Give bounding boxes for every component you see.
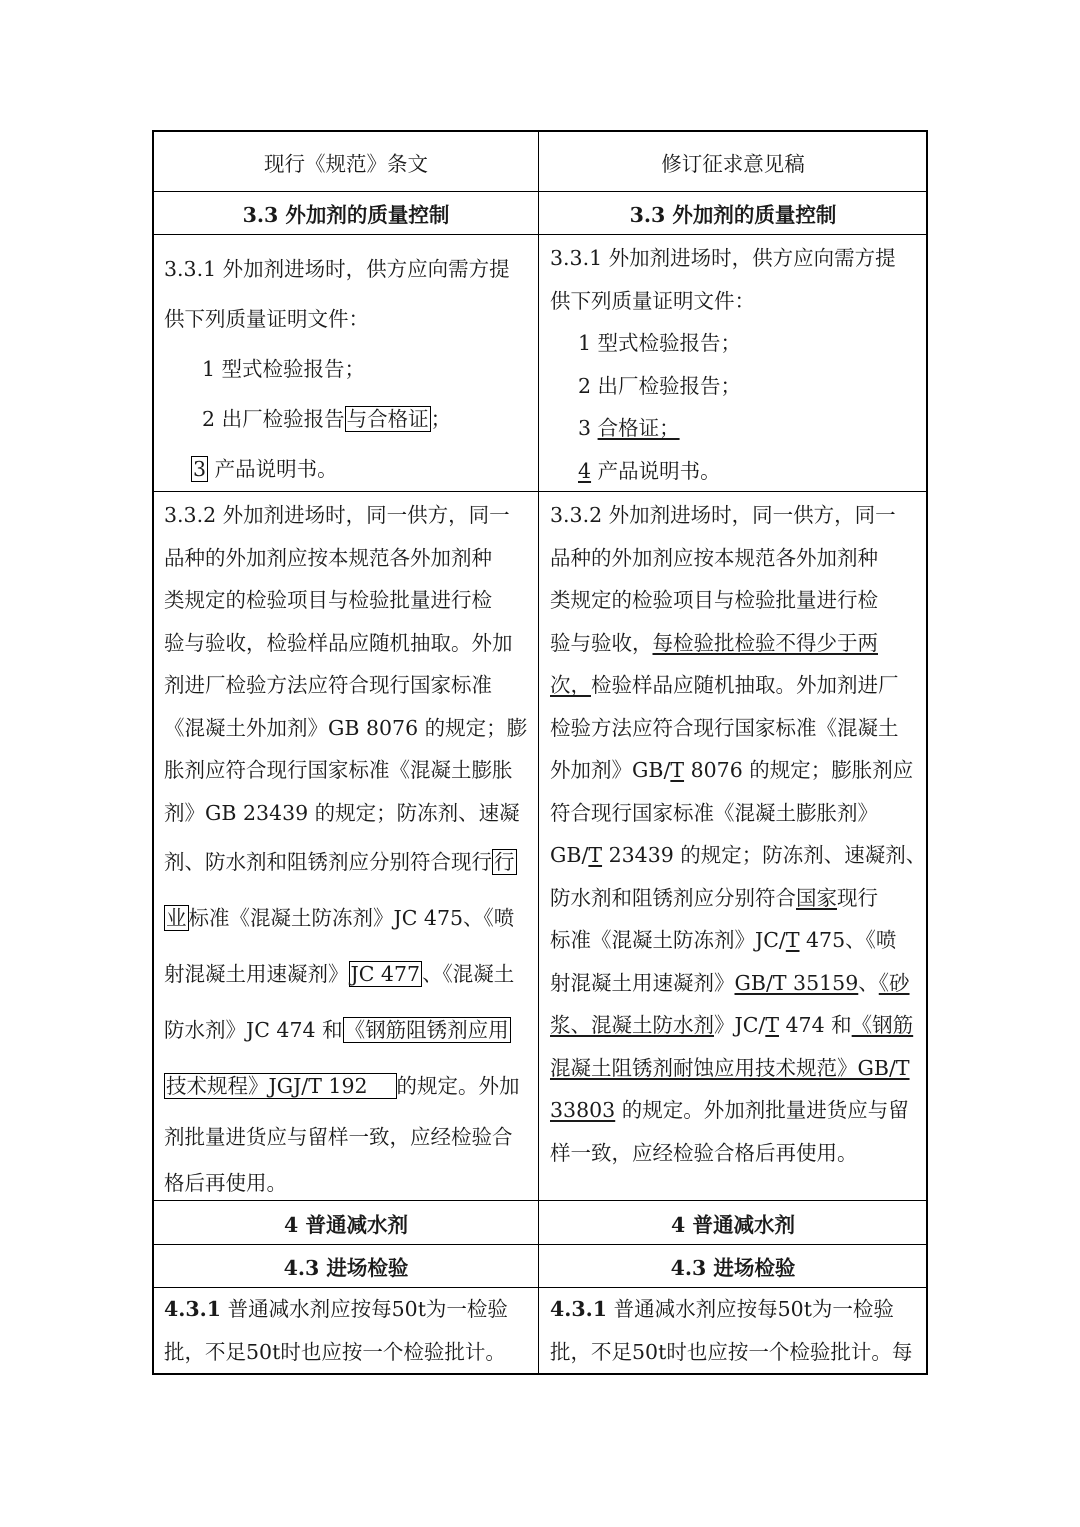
section-title: 4.3 进场检验 <box>283 1256 409 1280</box>
text-line: 剂批量进货应与留样一致，应经检验合 <box>164 1125 513 1149</box>
text-line: 《混凝土外加剂》GB 8076 的规定；膨 <box>164 715 528 740</box>
text-span: 剂、防水剂和阻锈剂应分别符合现行 <box>164 850 492 874</box>
boxed-deletion: 行 <box>494 850 515 874</box>
text-line: 剂》GB 23439 的规定；防冻剂、速凝 <box>164 800 520 825</box>
clause-4-3-1-left <box>154 1288 538 1374</box>
section-4-3-right <box>540 1245 926 1287</box>
clause-3-3-2-left <box>154 492 538 1200</box>
underlined-insertion: 33803 <box>550 1098 616 1122</box>
text-span: 外加剂》GB/ <box>550 758 671 782</box>
clause-number: 4.3.1 <box>164 1297 222 1321</box>
text-line <box>550 622 916 665</box>
text-line: 类规定的检验项目与检验批量进行检 <box>164 588 492 612</box>
text-span: 防水剂和阻锈剂应分别符合 <box>550 885 796 910</box>
section-title: 4 普通减水剂 <box>671 1212 795 1237</box>
section-4-3-left <box>154 1245 538 1287</box>
text-line: 供下列质量证明文件： <box>164 307 369 331</box>
boxed-deletion: 与合格证 <box>346 407 429 431</box>
underlined-insertion: 次， <box>550 673 591 697</box>
text-line: 供下列质量证明文件： <box>550 288 755 313</box>
underlined-insertion: 合格证； <box>597 416 680 440</box>
text-span: 验与验收， <box>550 630 653 655</box>
text-line: 品种的外加剂应按本规范各外加剂种 <box>164 545 492 570</box>
boxed-deletion: 业 <box>166 906 187 930</box>
item-text: 产品说明书。 <box>597 458 721 483</box>
underlined-insertion: T <box>670 758 685 782</box>
text-line <box>550 1288 916 1331</box>
text-line <box>550 834 927 877</box>
clause-3-3-1-right <box>540 235 926 491</box>
list-item-3 <box>164 444 528 494</box>
clause-3-3-2-right <box>540 492 926 1200</box>
text-line <box>164 890 528 946</box>
text-span: 标准《混凝土防冻剂》JC 475、《喷 <box>188 906 515 930</box>
text-line <box>550 749 916 792</box>
section-3-3-left <box>154 192 538 234</box>
text-line: 格后再使用。 <box>164 1171 287 1195</box>
text-span: 现行 <box>837 885 878 910</box>
item-number: 3 <box>578 416 592 440</box>
text-span: 475、《喷 <box>799 928 897 952</box>
item-number: 2 <box>202 407 216 431</box>
text-span: 防水剂》JC 474 和 <box>164 1018 343 1042</box>
text-line <box>164 946 528 1002</box>
text-line: 3.3.2 外加剂进场时，同一供方，同一 <box>164 503 510 527</box>
text-line <box>550 919 916 962</box>
text-span: 23439 的规定；防冻剂、速凝剂、 <box>602 843 927 867</box>
text-line <box>550 962 916 1005</box>
boxed-deletion: 技术规程》JGJ/T 192 <box>164 1073 397 1099</box>
text-span: 普通减水剂应按每50t为一检验 <box>227 1297 508 1321</box>
text-line: 3.3.1 外加剂进场时，供方应向需方提 <box>550 246 896 270</box>
underlined-insertion: 《钢筋 <box>851 1013 914 1037</box>
header-left-text: 现行《规范》条文 <box>264 151 428 176</box>
text-line: 批，不足50t时也应按一个检验批计。每 <box>550 1339 913 1364</box>
header-right-text: 修订征求意见稿 <box>661 151 805 176</box>
text-span: 》JC/ <box>714 1013 766 1037</box>
text-line: 批，不足50t时也应按一个检验批计。 <box>164 1339 506 1364</box>
underlined-insertion: 浆、混凝土防水剂 <box>550 1013 714 1037</box>
text-line <box>550 1004 916 1047</box>
text-line: 样一致，应经检验合格后再使用。 <box>550 1140 858 1165</box>
text-span: 标准《混凝土防冻剂》JC/ <box>550 928 786 952</box>
underlined-insertion: GB/T 35159 <box>734 970 859 995</box>
text-line <box>164 1288 528 1331</box>
section-title: 3.3 外加剂的质量控制 <box>629 203 837 227</box>
underlined-insertion: 国家 <box>796 885 837 910</box>
text-span: GB/ <box>550 843 589 867</box>
text-line <box>164 1058 528 1114</box>
list-item-1: 1 型式检验报告； <box>202 357 366 381</box>
clause-number: 4.3.1 <box>550 1297 608 1321</box>
text-span: 的规定。外加 <box>396 1074 520 1098</box>
text-line <box>550 1089 916 1132</box>
underlined-insertion: 《砂 <box>878 970 910 995</box>
item-text: 出厂检验报告 <box>221 407 345 431</box>
text-span: 普通减水剂应按每50t为一检验 <box>613 1297 894 1321</box>
text-line <box>550 877 916 920</box>
text-span: 的规定。外加剂批量进货应与留 <box>615 1098 909 1122</box>
item-punct: ； <box>430 407 452 431</box>
text-span: 射混凝土用速凝剂》 <box>550 970 735 995</box>
text-line: 3.3.2 外加剂进场时，同一供方，同一 <box>550 503 896 527</box>
text-line: 剂进厂检验方法应符合现行国家标准 <box>164 673 492 697</box>
clause-3-3-1-left <box>154 235 538 491</box>
boxed-number: 3 <box>193 457 207 481</box>
list-item-2 <box>164 394 528 444</box>
boxed-deletion: JC 477 <box>350 962 421 986</box>
underlined-insertion: 每检验批检验不得少于两 <box>652 630 878 655</box>
text-span: 检验样品应随机抽取。外加剂进厂 <box>591 673 899 697</box>
underlined-insertion: T <box>588 843 603 867</box>
text-span: 474 和 <box>779 1013 852 1037</box>
column-divider <box>538 132 539 1373</box>
text-line <box>550 664 916 707</box>
list-item-3 <box>550 407 916 450</box>
header-right <box>540 132 926 191</box>
text-line: 3.3.1 外加剂进场时，供方应向需方提 <box>164 257 510 281</box>
section-4-right <box>540 1201 926 1244</box>
text-line <box>164 834 528 890</box>
section-4-left <box>154 1201 538 1244</box>
text-line: 品种的外加剂应按本规范各外加剂种 <box>550 545 878 570</box>
underlined-insertion: T <box>765 1013 779 1037</box>
text-line: 胀剂应符合现行国家标准《混凝土膨胀 <box>164 758 513 782</box>
section-title: 4 普通减水剂 <box>284 1212 408 1237</box>
text-span: 、《混凝土 <box>422 962 515 986</box>
boxed-deletion: 《钢筋阻锈剂应用 <box>344 1018 509 1042</box>
text-line: 验与验收，检验样品应随机抽取。外加 <box>164 630 513 655</box>
text-span: 、 <box>858 970 879 995</box>
text-line: 符合现行国家标准《混凝土膨胀剂》 <box>550 800 878 825</box>
section-title: 3.3 外加剂的质量控制 <box>242 203 450 227</box>
list-item-2: 2 出厂检验报告； <box>578 373 742 398</box>
text-line: 检验方法应符合现行国家标准《混凝土 <box>550 715 899 740</box>
header-left <box>154 132 538 191</box>
section-title: 4.3 进场检验 <box>670 1256 796 1280</box>
underlined-insertion: 混凝土阻锈剂耐蚀应用技术规范》GB/T <box>550 1055 910 1080</box>
list-item-4 <box>550 450 916 493</box>
item-text: 产品说明书。 <box>214 457 338 481</box>
underlined-number: 4 <box>578 458 592 483</box>
text-span: 射混凝土用速凝剂》 <box>164 962 349 986</box>
text-line: 类规定的检验项目与检验批量进行检 <box>550 588 878 612</box>
clause-4-3-1-right <box>540 1288 926 1374</box>
text-line <box>550 1047 916 1090</box>
text-line <box>164 1002 528 1058</box>
section-3-3-right <box>540 192 926 234</box>
comparison-table <box>152 130 928 1375</box>
list-item-1: 1 型式检验报告； <box>578 331 742 355</box>
text-span: 8076 的规定；膨胀剂应 <box>684 758 914 782</box>
underlined-insertion: T <box>785 928 800 952</box>
